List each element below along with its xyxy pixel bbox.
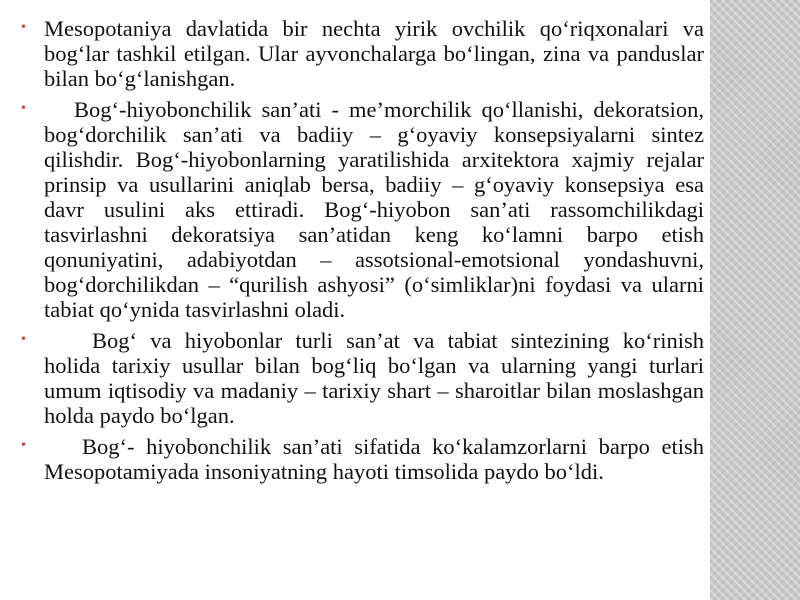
list-item (20, 97, 704, 322)
paragraph-text: Bog‘-hiyobonchilik san’ati - me’morchilik qo‘llanishi, dekoratsion, bog‘dorchilik san’ati va badiiy – g‘oyaviy konsepsiyalarni sintez qilishdir. Bog‘-hiyobonlarning yaratilishida arxitektora xajmiy rejalar prinsip va usullarini aniqlab bersa, badiiy – g‘oyaviy konsepsiya esa davr usulini aks ettiradi. Bog‘-hiyobon san’ati rassomchilikdagi tasvirlashni dekoratsiya san’atidan keng ko‘lamni barpo etish qonuniyatini, adabiyotdan – assotsional-emotsional yondashuvni, bog‘dorchilikdan – “qurilish ashyosi” (o‘simliklar)ni foydasi va ularni tabiat qo‘ynida tasvirlashni oladi. (44, 97, 704, 322)
bullet-icon: • (20, 20, 28, 34)
decorative-side-panel (710, 0, 800, 600)
bullet-icon: • (20, 332, 28, 346)
bullet-icon: • (20, 438, 28, 452)
bullet-icon: • (20, 101, 28, 115)
list-item (20, 434, 704, 484)
paragraph-text: Mesopotaniya davlatida bir nechta yirik ovchilik qo‘riqxonalari va bog‘lar tashkil etilgan. Ular ayvonchalarga bo‘lingan, zina va panduslar bilan bo‘g‘lanishgan. (44, 16, 704, 91)
list-item (20, 16, 704, 91)
paragraph-text: Bog‘ va hiyobonlar turli san’at va tabiat sintezining ko‘rinish holida tarixiy usullar bilan bog‘liq bo‘lgan va ularning yangi turlari umum iqtisodiy va madaniy – tarixiy shart – sharoitlar bilan moslashgan holda paydo bo‘lgan. (44, 328, 704, 428)
list-item (20, 328, 704, 428)
paragraph-text: Bog‘- hiyobonchilik san’ati sifatida ko‘kalamzorlarni barpo etish Mesopotamiyada insoniyatning hayoti timsolida paydo bo‘ldi. (44, 434, 704, 484)
bullet-list (20, 16, 704, 490)
